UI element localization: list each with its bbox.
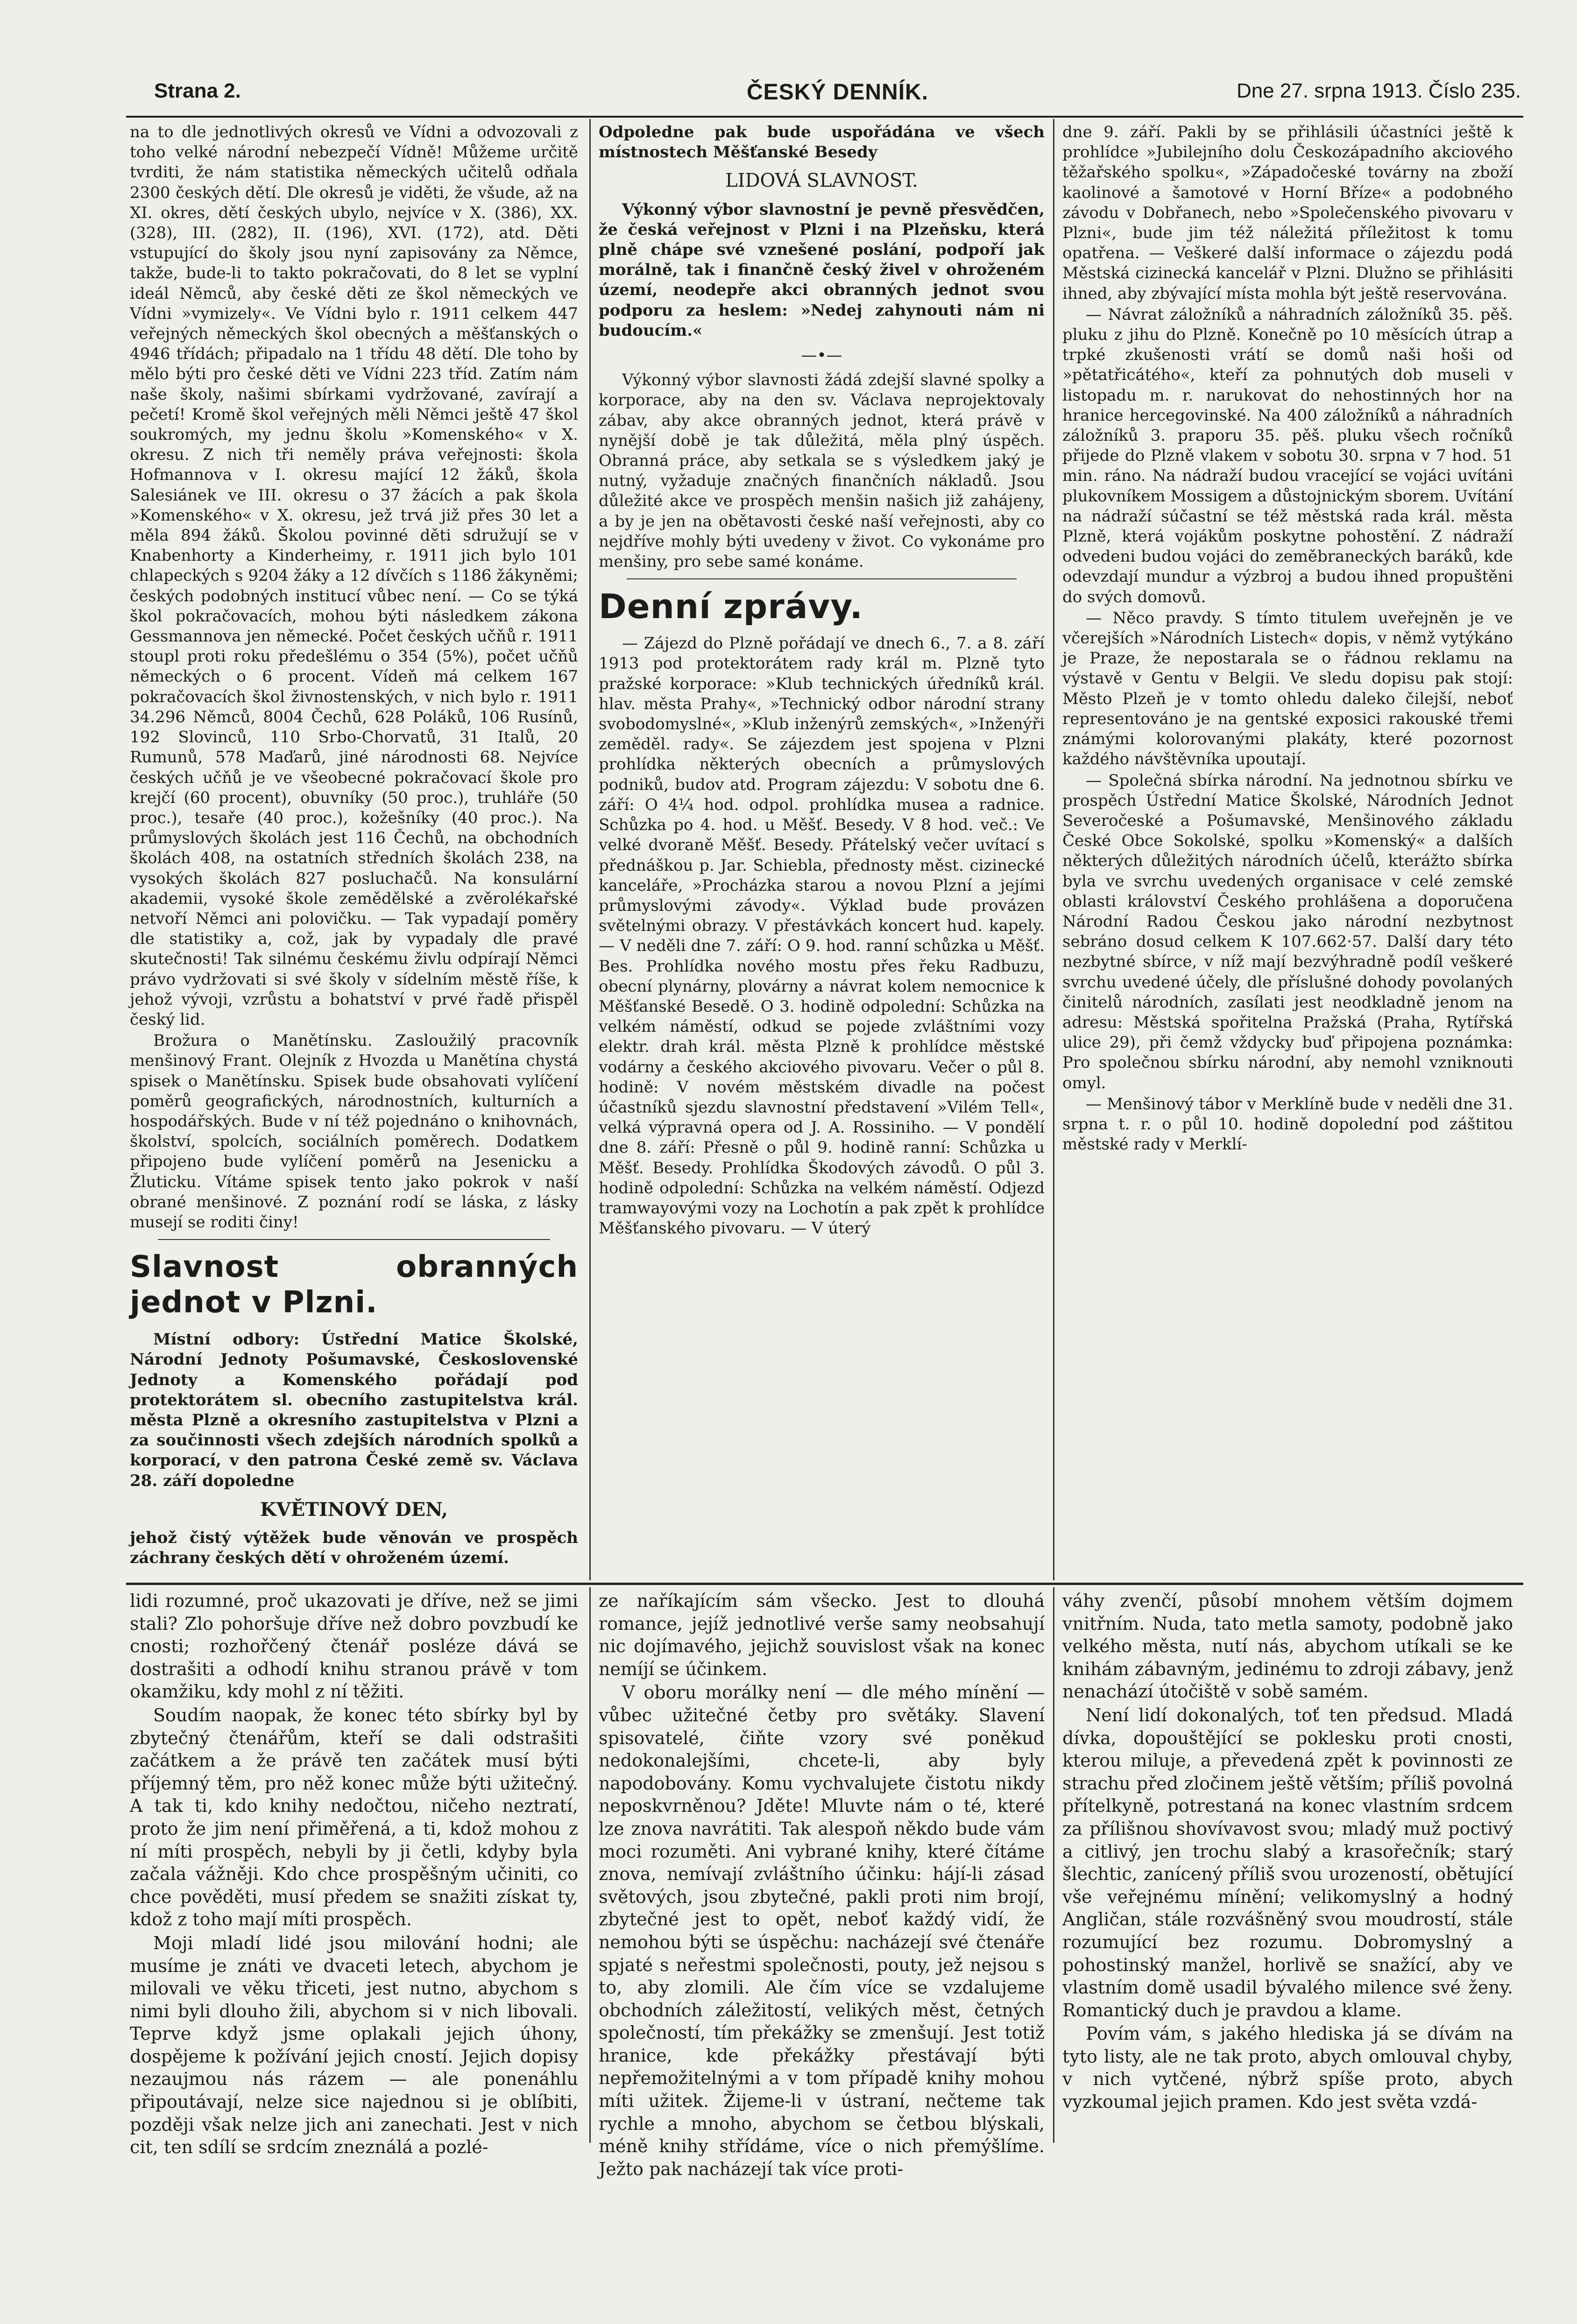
masthead bbox=[154, 79, 1521, 112]
newspaper-title: ČESKÝ DENNÍK. bbox=[746, 80, 929, 105]
column-3 bbox=[1062, 122, 1513, 1579]
column-divider bbox=[1053, 119, 1054, 1580]
article-neco-pravdy: — Něco pravdy. S tímto titulem uveřejněn je ve včerejších »Národních Listech« dopis, v němž vytýkáno je Praze, že nepostarala se o řádnou reklamu na výstavě v Gentu v Belgii. Ve sledu dopisu pak stojí: Město Plzeň je v tomto ohledu daleko čilejší, neboť representováno je na gentské exposici rakouské třemi známými kolorovanými plakáty, které pozornost každého návštěvníka upoutají. bbox=[1062, 608, 1513, 769]
article-spolecna-sbirka: — Společná sbírka národní. Na jednotnou sbírku ve prospěch Ústřední Matice Školské, Národních Jednot Severočeské a Pošumavské, Menšinového základu České Obce Sokolské, spolku »Komenský« a dalších některých důležitých národních účelů, kterážto sbírka byla ve svrchu uvedených organisace v celé zemské oblasti království Českého prohlášena a doporučena Národní Radou Českou jako národní nezbytnost sebráno dosud celkem K 107.662·57. Další dary této nezbytné sbírce, v níž mají bezvýhradně podíl veškeré svrchu uvedené účely, dle příslušné dohody povolaných činitelů národních, zasílati jest neodkladně jenom na adresu: Městská spořitelna Pražská (Praha, Rytířská ulice 29), při čemž vždycky buď připojena poznámka: Pro společnou sbírku národní, aby nemohl vzniknouti omyl. bbox=[1062, 771, 1513, 1092]
article-navrat-zaloznik: — Návrat záložníků a náhradních záložníků 35. pěš. pluku z jihu do Plzně. Konečně po 10 měsících útrap a trpké zkušenosti vrátí se domů naši hoši od »pětatřicátého«, kteří za pohnutých dob museli v listopadu m. r. narukovat do nehostinných hor na hranice hercegovinské. Na 400 záložníků a náhradních záložníků 3. praporu 35. pěš. pluku všech ročníků přijede do Plzně vlakem v sobotu 30. srpna v 7 hod. 51 min. ráno. Na nádraží budou vracející se vojáci uvítáni plukovníkem Mossigem a důstojnickým sborem. Uvítání na nádraží súčastní se též městská rada král. města Plzně, která vojákům poskytne pohostění. Z nádraží odvedeni budou vojáci do zeměbraneckých baráků, kde odevzdají mundur a výzbroj a budou ihned propuštěni do svých domovů. bbox=[1062, 305, 1513, 606]
kvetinovy-den: KVĚTINOVÝ DEN, bbox=[260, 1498, 448, 1521]
feuilleton-paragraph: ze naříkajícím sám všecko. Jest to dlouhá romance, jejíž jednotlivé verše samy neobsahují nic dojímavého, jejichž souvislost však na konec nemíjí se účinkem. bbox=[599, 1591, 1045, 1679]
feuilleton-column-2 bbox=[599, 1590, 1045, 2179]
afternoon-notice: Odpoledne pak bude uspořádána ve všech místnostech Měšťanské Besedy bbox=[599, 123, 1045, 162]
column-1 bbox=[130, 122, 578, 1579]
article-zajezd: — Zájezd do Plzně pořádají ve dnech 6., 7. a 8. září 1913 pod protektorátem rady král m. Plzně tyto pražské korporace: »Klub technických úředníků král. hlav. města Prahy«, »Technický odbor národní strany svobodomyslné«, »Klub inženýrů zemských«, »Inženýři zeměděl. rady«. Se zájezdem jest spojena v Plzni prohlídka některých obecních a průmyslových podniků, budov atd. Program zájezdu: V sobotu dne 6. září: O 4¼ hod. odpol. prohlídka musea a radnice. Schůzka po 4. hod. u Měšť. Besedy. V 8 hod. več.: Ve velké dvoraně Měšť. Besedy. Přátelský večer uvítací s přednáškou p. Jar. Schiebla, přednosty měst. cizinecké kanceláře, »Procházka starou a novou Plzní a jejími průmyslovými závody«. Výklad bude provázen světelnými obrazy. V přestávkách koncert hud. kapely. — V neděli dne 7. září: O 9. hod. ranní schůzka u Měšť. Bes. Prohlídka nového mostu přes řeku Radbuzu, obecní plynárny, plovárny a návrat kolem nemocnice k Měšťanské Besedě. O 3. hodině odpolední: Schůzka na velkém náměstí, odkud se pojede zvláštními vozy elektr. drah král. města Plzně k prohlídce městské vodárny a českého akciového pivovaru. Večer o půl 8. hodině: V novém městském divadle na počest účastníků sjezdu slavnostní představení »Vilém Tell«, velká výpravná opera od J. A. Rossiniho. — V pondělí dne 8. září: Přesně o půl 9. hodině ranní: Schůzka u Měšť. Besedy. Prohlídka Škodových závodů. O půl 3. hodině odpolední: Schůzka na velkém náměstí. Odjezd tramwayovými vozy na Lochotín a pak zpět k prohlídce Měšťanského pivovaru. — V úterý bbox=[599, 634, 1045, 1238]
feuilleton-column-1 bbox=[130, 1590, 578, 2158]
feuilleton-rule bbox=[126, 1583, 1523, 1585]
article-manetin-brochure: Brožura o Manětínsku. Zasloužilý pracovník menšinový Frant. Olejník z Hvozda u Manětína chystá spisek o Manětínsku. Spisek bude obsahovati vylíčení poměrů geografických, národnostních, kulturních a hospodářských. Bude v ní též pojednáno o knihovnách, školství, spolcích, sociálních poměrech. Dodatkem připojeno bude vylíčení poměrů na Jesenicku a Žluticku. Vítáme spisek tento jako pokrok v naší obrané menšinové. Z poznání rodí se láska, z lásky musejí se roditi činy! bbox=[130, 1031, 578, 1232]
kvetinovy-purpose: jehož čistý výtěžek bude věnován ve prospěch záchrany českých dětí v ohroženém území. bbox=[130, 1528, 578, 1568]
page-number: Strana 2. bbox=[154, 79, 241, 102]
feuilleton-paragraph: lidi rozumné, proč ukazovati je dříve, než se jimi stali? Zlo pohoršuje dříve než dobro povzbudí ke cnosti; rozhořčený čtenář posléze dává se dostrašiti a odhodí knihu stranou právě v tom okamžiku, kdy mohl z ní těžiti. bbox=[130, 1591, 578, 1702]
feuilleton-paragraph: Moji mladí lidé jsou milování hodni; ale musíme je znáti ve dvaceti letech, abychom je milovali ve věku třiceti, jest nutno, abychom s nimi byli dlouho žili, abychom si v nich libovali. Teprve když jsme oplakali jejich úhony, dospějeme k požívání jejich cností. Jejich dopisy nezaujmou nás rázem — ale ponenáhlu připoutávají, nelze sice najednou si je oblíbiti, později však nelze jich ani zanechati. Jest v nich cit, ten sdílí se srdcím zneználá a pozlé- bbox=[130, 1932, 578, 2158]
column-divider bbox=[589, 1587, 591, 2143]
column-divider bbox=[1053, 1587, 1054, 2143]
slavnost-intro: Místní odbory: Ústřední Matice Školské, Národní Jednoty Pošumavské, Československé Jednoty a Komenského pořádají pod protektorátem sl. obecního zastupitelstva král. města Plzně a okresního zastupitelstva v Plzni a za součinnosti všech zdejších národních spolků a korporací, v den patrona České země sv. Václava 28. září dopoledne bbox=[130, 1330, 578, 1490]
article-mensinovy-tabor: — Menšinový tábor v Merklíně bude v neděli dne 31. srpna t. r. o půl 10. hodině dopolední pod záštitou městské rady v Merklí- bbox=[1062, 1094, 1513, 1154]
lidova-slavnost: LIDOVÁ SLAVNOST. bbox=[725, 170, 918, 192]
feuilleton-paragraph: váhy zvenčí, působí mnohem větším dojmem vnitřním. Nuda, tato metla samoty, podobně jako velkého města, nutí nás, abychom utíkali se ke knihám zábavným, jedinému to zdroji zábavy, jenž nenachází útočiště v sobě samém. bbox=[1062, 1591, 1513, 1702]
ornament-separator: —•— bbox=[801, 346, 842, 365]
issue-date: Dne 27. srpna 1913. Číslo 235. bbox=[1236, 79, 1521, 102]
feuilleton-column-3 bbox=[1062, 1590, 1513, 2143]
feuilleton-paragraph: Povím vám, s jakého hlediska já se dívám na tyto listy, ale ne tak proto, abych omlouval chyby, v nich vytčené, nýbrž spíše proto, abych vyzkoumal jejich pramen. Kdo jest světa vzdá- bbox=[1062, 2023, 1513, 2113]
committee-appeal: Výkonný výbor slavnostní je pevně přesvědčen, že česká veřejnost v Plzni i na Plzeňsku, která plně chápe své vznešené poslání, podpoří jak morálně, tak i finančně český živel v ohroženém území, neodepře akci obranných jednot svou podporu za heslem: »Nedej zahynouti nám ni budoucím.« bbox=[599, 200, 1045, 340]
feuilleton-paragraph: V oboru morálky není — dle mého mínění — vůbec užitečné četby pro světáky. Slavení spisovatelé, čiňte vzory své poněkud nedokonalejšími, chcete-li, aby byly napodobovány. Komu vychvalujete čistotu nikdy neposkvrněnou? Jděte! Mluvte nám o té, které lze znova navrátiti. Tak alespoň někdo bude vám moci rozuměti. Ani vybrané knihy, které čítáme znova, nemívají zvláštního účinku: hájí-li zásad světových, jsou zbytečné, pakli proti nim brojí, zbytečné jest to opět, neboť každý vidí, že nemohou býti se úspěchu: nacházejí své čtenáře spjaté s neřestmi společnosti, pouty, jež nejsou s to, aby zlomili. Ale čím více se vzdalujeme obchodních záležitostí, velikých měst, četných společností, tím překážky se zmenšují. Jest totiž hranice, kde překážky přestávají býti nepřemožitelnými a v tom případě knihy mohou míti užitek. Žijeme-li v ústraní, nečteme tak rychle a mnoho, abychom se četbou blýskali, méně knihy střídáme, více o nich přemýšlíme. Ježto pak nacházejí tak více proti- bbox=[599, 1682, 1045, 2179]
article-vienna-schools: na to dle jednotlivých okresů ve Vídni a odvozovali z toho velké národní nebezpečí Vídně! Můžeme určitě tvrditi, že nám statistika německých učitelů odňala 2300 českých dětí. Dle okresů je viděti, že všude, až na XI. okres, dětí českých ubylo, nejvíce v X. (386), XX. (328), III. (282), II. (196), XVI. (172), atd. Děti vstupující do školy jsou nyní zapisovány za Němce, takže, bude-li to takto pokračovati, do 8 let se vyplní ideál Němců, aby české děti ze škol německých ve Vídni »vymizely«. Ve Vídni bylo r. 1911 celkem 447 veřejných německých škol obecných a měšťanských o 4946 třídách; připadalo na 1 třídu 48 dětí. Dle toho by mělo býti pro české děti ve Vídni 223 tříd. Zatím nám naše školy, našimi sbírkami vydržované, zavírají a pečetí! Kromě škol veřejných měli Němci ještě 47 škol soukromých, my jednu školu »Komenského« v X. okresu. Z nich tři neměly práva veřejnosti: škola Hofmannova v I. okresu mající 12 žáků, škola Salesiánek ve III. okresu o 37 žácích a pak škola »Komenského« v X. okresu, jež trvá již přes 30 let a měla 894 žáků. Školou povinné děti sdružují se v Knabenhorty a Kinderheimy, r. 1911 jich bylo 101 chlapeckých s 9204 žáky a 12 dívčích s 1186 žákyněmi; českých podobných institucí vůbec není. — Co se týká škol pokračovacích, mohou býti následkem zákona Gessmannova jen německé. Počet českých učňů r. 1911 stoupl proti roku předešlému o 354 (5%), počet učňů německých o 6 procent. Vídeň má celkem 167 pokračovacích škol živnostenských, v nich bylo r. 1911 34.296 Němců, 8004 Čechů, 628 Poláků, 106 Rusínů, 192 Slovinců, 110 Srbo-Chorvatů, 31 Italů, 20 Rumunů, 578 Maďarů, jiné národnosti 68. Nejvíce českých učňů je ve všeobecné pokračovací škole pro krejčí (60 procent), obuvníky (50 proc.), truhláře (50 proc.), tesaře (40 proc.), kožešníky (40 proc.). Na průmyslových školách jest 116 Čechů, na obchodních školách 408, na ostatních středních školách 238, na vysokých školách 827 posluchačů. Na konsulární akademii, vysoké škole zemědělské a zvěrolékařské netvoří Němci ani polovičku. — Tak vypadají poměry dle statistiky a, což, jak by vypadaly dle pravé skutečnosti! Tak silnému českému živlu odpírají Němci právo vydržovati si své školy v sídelním městě říše, k jehož vývoji, vzrůstu a bohatství v prvé řadě přispěl český lid. bbox=[130, 123, 578, 1029]
heading-slavnost: Slavnost obranných jednot v Plzni. bbox=[130, 1250, 578, 1320]
feuilleton-paragraph: Soudím naopak, že konec této sbírky byl by zbytečný čtenářům, kteří se dali odstrašiti začátkem a že právě ten začátek musí býti příjemný těm, pro něž konec může býti užitečný. A tak ti, kdo knihy nedočtou, ničeho neztratí, proto že jim není přiměřená, a ti, kdož mohou z ní míti prospěch, nebyli by ji četli, kdyby byla začala vážněji. Kdo chce prospěšným učiniti, co chce pověděti, musí předem se snažiti získat ty, kdož z toho mají míti prospěch. bbox=[130, 1704, 578, 1930]
header-rule bbox=[126, 116, 1523, 118]
feuilleton-paragraph: Není lidí dokonalých, toť ten předsud. Mladá dívka, dopouštějící se poklesku proti cnosti, kterou miluje, a převedená zpět k povinnosti ze strachu před zločinem ještě větším; příliš povolná přítelkyně, potrestaná na konec vlastním srdcem za přílišnou shovívavost svou; mladý muž poctivý a citlivý, jen trochu slabý a krasořečník; starý šlechtic, zanícený příliš svou urozeností, obětující vše veřejnému mínění; velikomyslný a hodný Angličan, stále rozvášněný svou moudrostí, stále rozumující bez rozumu. Dobromyslný a pohostinský manžel, horlivě se snažící, aby ve vlastním domě usadil bývalého milence své ženy. Romantický duch je pravdou a klame. bbox=[1062, 1704, 1513, 2021]
zajezd-continued: dne 9. září. Pakli by se přihlásili účastníci ještě k prohlídce »Jubilejního dolu Českozápadního akciového těžařského spolku«, »Západočeské továrny na zboží kaolinové a šamotové v Horní Bříze« a podobného závodu v Dobřanech, nebo »Společenského pivovaru v Plzni«, bude jim též náležitá příležitost k tomu opatřena. — Veškeré další informace o zájezdu podá Městská cizinecká kancelář v Plzni. Dlužno se přihlásiti ihned, aby zbývající místa mohla být ještě reservována. bbox=[1062, 123, 1513, 303]
column-2 bbox=[599, 122, 1045, 1579]
committee-request: Výkonný výbor slavnosti žádá zdejší slavné spolky a korporace, aby na den sv. Václava neprojektovaly zábav, aby akce obranných jednot, která právě v nynější době je tak důležitá, měla plný úspěch. Obranná práce, aby setkala se s výsledkem jaký je nutný, vyžaduje značných finančních nákladů. Jsou důležité akce ve prospěch menšin našich již zahájeny, a by je jen na obětavosti české naší veřejnosti, aby co nejdříve mohly býti uvedeny v život. Co vykonáme pro menšiny, pro sebe samé konáme. bbox=[599, 371, 1045, 571]
section-divider bbox=[627, 578, 1017, 579]
section-divider bbox=[158, 1239, 550, 1240]
column-divider bbox=[589, 119, 591, 1580]
heading-denni-zpravy: Denní zprávy. bbox=[599, 587, 863, 627]
